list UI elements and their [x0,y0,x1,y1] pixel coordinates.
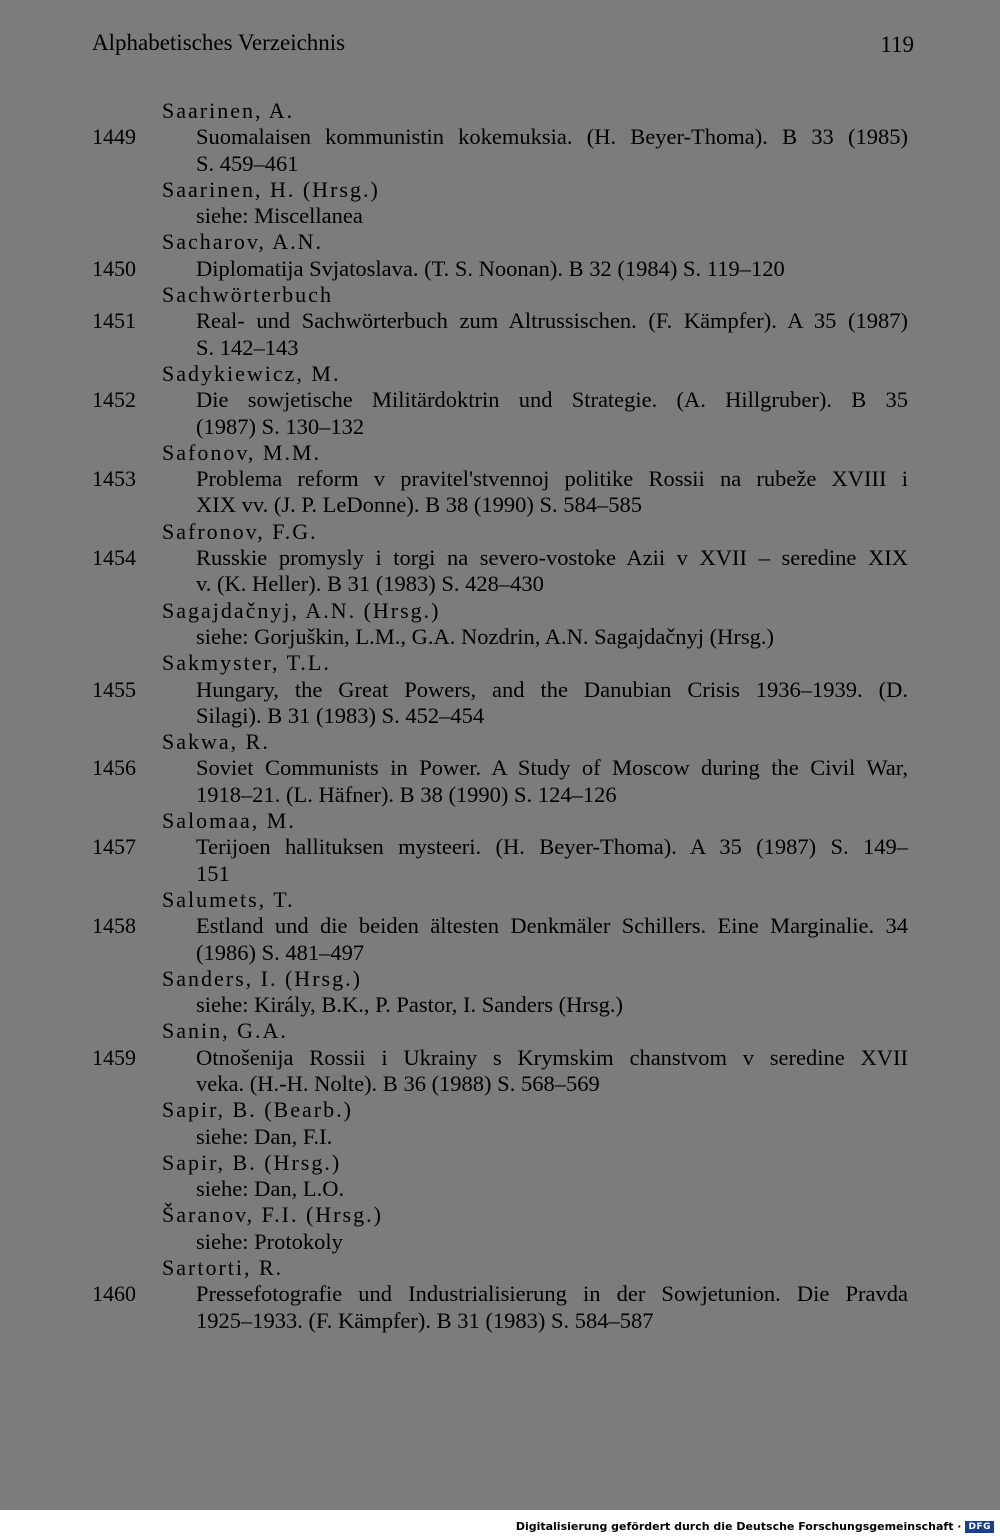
index-line [0,466,1000,492]
index-line [0,571,1000,597]
index-line [0,650,1000,676]
author-heading: Sartorti, R. [162,1255,284,1281]
entry-continuation: siehe: Protokoly [196,1228,343,1254]
index-line [0,203,1000,229]
author-heading: Šaranov, F.I. (Hrsg.) [162,1202,383,1228]
author-heading: Sapir, B. (Bearb.) [162,1097,353,1123]
entry-continuation: siehe: Gorjuškin, L.M., G.A. Nozdrin, A.N. Sagajdačnyj (Hrsg.) [196,623,775,649]
entry-continuation: XIX vv. (J. P. LeDonne). B 38 (1990) S. 584–585 [196,492,643,518]
entry-text: Real- und Sachwörterbuch zum Altrussischen. (F. Kämpfer). A 35 (1987) [196,308,908,334]
index-line [0,229,1000,255]
author-heading: Salomaa, M. [162,808,296,834]
entry-continuation: S. 142–143 [196,334,299,360]
index-line [0,308,1000,334]
index-line [0,703,1000,729]
entry-continuation: veka. (H.-H. Nolte). B 36 (1988) S. 568–569 [196,1070,600,1096]
index-line [0,729,1000,755]
entry-text: Estland und die beiden ältesten Denkmäler Schillers. Eine Marginalie. 34 [196,913,908,939]
index-line [0,808,1000,834]
entry-continuation: siehe: Miscellanea [196,203,363,229]
index-line [0,414,1000,440]
index-line [0,1045,1000,1071]
entry-number: 1449 [92,124,136,150]
index-line [0,624,1000,650]
entry-text: Soviet Communists in Power. A Study of Moscow during the Civil War, [196,755,908,781]
index-line [0,519,1000,545]
entry-continuation: siehe: Dan, F.I. [196,1123,333,1149]
entry-continuation: 1918–21. (L. Häfner). B 38 (1990) S. 124–126 [196,781,617,807]
entry-number: 1457 [92,834,136,860]
entry-continuation: siehe: Dan, L.O. [196,1176,345,1202]
entry-number: 1460 [92,1281,136,1307]
index-line [0,440,1000,466]
author-heading: Sanders, I. (Hrsg.) [162,965,362,991]
author-heading: Safonov, M.M. [162,439,322,465]
index-line [0,1308,1000,1334]
index-line [0,1202,1000,1228]
index-line [0,861,1000,887]
running-header-title: Alphabetisches Verzeichnis [92,30,346,55]
entry-text: Otnošenija Rossii i Ukrainy s Krymskim chanstvom v seredine XVII [196,1044,908,1070]
entry-number: 1450 [92,255,136,281]
index-line [0,992,1000,1018]
index-line [0,98,1000,124]
credit-text: Digitalisierung gefördert durch die Deutsche Forschungsgemeinschaft · [515,1520,962,1533]
index-line [0,256,1000,282]
index-line [0,677,1000,703]
author-heading: Safronov, F.G. [162,518,318,544]
index-line [0,966,1000,992]
index-line [0,887,1000,913]
author-heading: Sapir, B. (Hrsg.) [162,1149,342,1175]
entry-continuation: (1987) S. 130–132 [196,413,365,439]
index-line [0,387,1000,413]
entry-continuation: siehe: Király, B.K., P. Pastor, I. Sanders (Hrsg.) [196,992,623,1018]
author-heading: Sacharov, A.N. [162,229,323,255]
entry-number: 1456 [92,755,136,781]
entry-continuation: (1986) S. 481–497 [196,939,365,965]
index-line [0,598,1000,624]
entry-number: 1453 [92,466,136,492]
dfg-logo: DFG [965,1521,994,1533]
index-entries [0,98,1000,1334]
index-line [0,1097,1000,1123]
index-line [0,361,1000,387]
index-line [0,1255,1000,1281]
author-heading: Sachwörterbuch [162,282,333,308]
index-line [0,151,1000,177]
index-line [0,1281,1000,1307]
index-line [0,282,1000,308]
author-heading: Salumets, T. [162,886,295,912]
entry-text: Suomalaisen kommunistin kokemuksia. (H. Beyer-Thoma). B 33 (1985) [196,124,908,150]
index-line [0,177,1000,203]
entry-number: 1451 [92,308,136,334]
entry-number: 1452 [92,387,136,413]
index-line [0,755,1000,781]
entry-text: Diplomatija Svjatoslava. (T. S. Noonan). B 32 (1984) S. 119–120 [196,255,785,281]
entry-continuation: 1925–1933. (F. Kämpfer). B 31 (1983) S. 584–587 [196,1307,654,1333]
index-line [0,782,1000,808]
entry-number: 1458 [92,913,136,939]
entry-text: Die sowjetische Militärdoktrin und Strategie. (A. Hillgruber). B 35 [196,387,908,413]
index-line [0,335,1000,361]
author-heading: Sakwa, R. [162,729,270,755]
index-line [0,492,1000,518]
entry-number: 1455 [92,676,136,702]
author-heading: Saarinen, A. [162,98,295,123]
entry-number: 1454 [92,545,136,571]
index-line [0,834,1000,860]
index-line [0,1124,1000,1150]
index-line [0,545,1000,571]
entry-continuation: 151 [196,860,230,886]
index-line [0,124,1000,150]
author-heading: Sagajdačnyj, A.N. (Hrsg.) [162,597,441,623]
entry-number: 1459 [92,1044,136,1070]
index-line [0,1229,1000,1255]
author-heading: Saarinen, H. (Hrsg.) [162,176,380,202]
entry-continuation: Silagi). B 31 (1983) S. 452–454 [196,702,485,728]
author-heading: Sadykiewicz, M. [162,360,341,386]
index-line [0,1150,1000,1176]
entry-text: Hungary, the Great Powers, and the Danubian Crisis 1936–1939. (D. [196,676,908,702]
entry-text: Pressefotografie und Industrialisierung in der Sowjetunion. Die Pravda [196,1281,908,1307]
author-heading: Sakmyster, T.L. [162,650,331,676]
entry-text: Problema reform v pravitel'stvennoj politike Rossii na rubeže XVIII i [196,466,908,492]
index-line [0,1071,1000,1097]
index-line [0,1176,1000,1202]
entry-text: Terijoen hallituksen mysteeri. (H. Beyer-Thoma). A 35 (1987) S. 149– [196,834,908,860]
page-number: 119 [880,32,914,57]
author-heading: Sanin, G.A. [162,1018,288,1044]
index-line [0,1018,1000,1044]
digitization-credit [516,1520,994,1533]
entry-continuation: v. (K. Heller). B 31 (1983) S. 428–430 [196,571,544,597]
entry-text: Russkie promysly i torgi na severo-vostoke Azii v XVII – seredine XIX [196,545,908,571]
index-line [0,913,1000,939]
index-line [0,940,1000,966]
entry-continuation: S. 459–461 [196,150,299,176]
